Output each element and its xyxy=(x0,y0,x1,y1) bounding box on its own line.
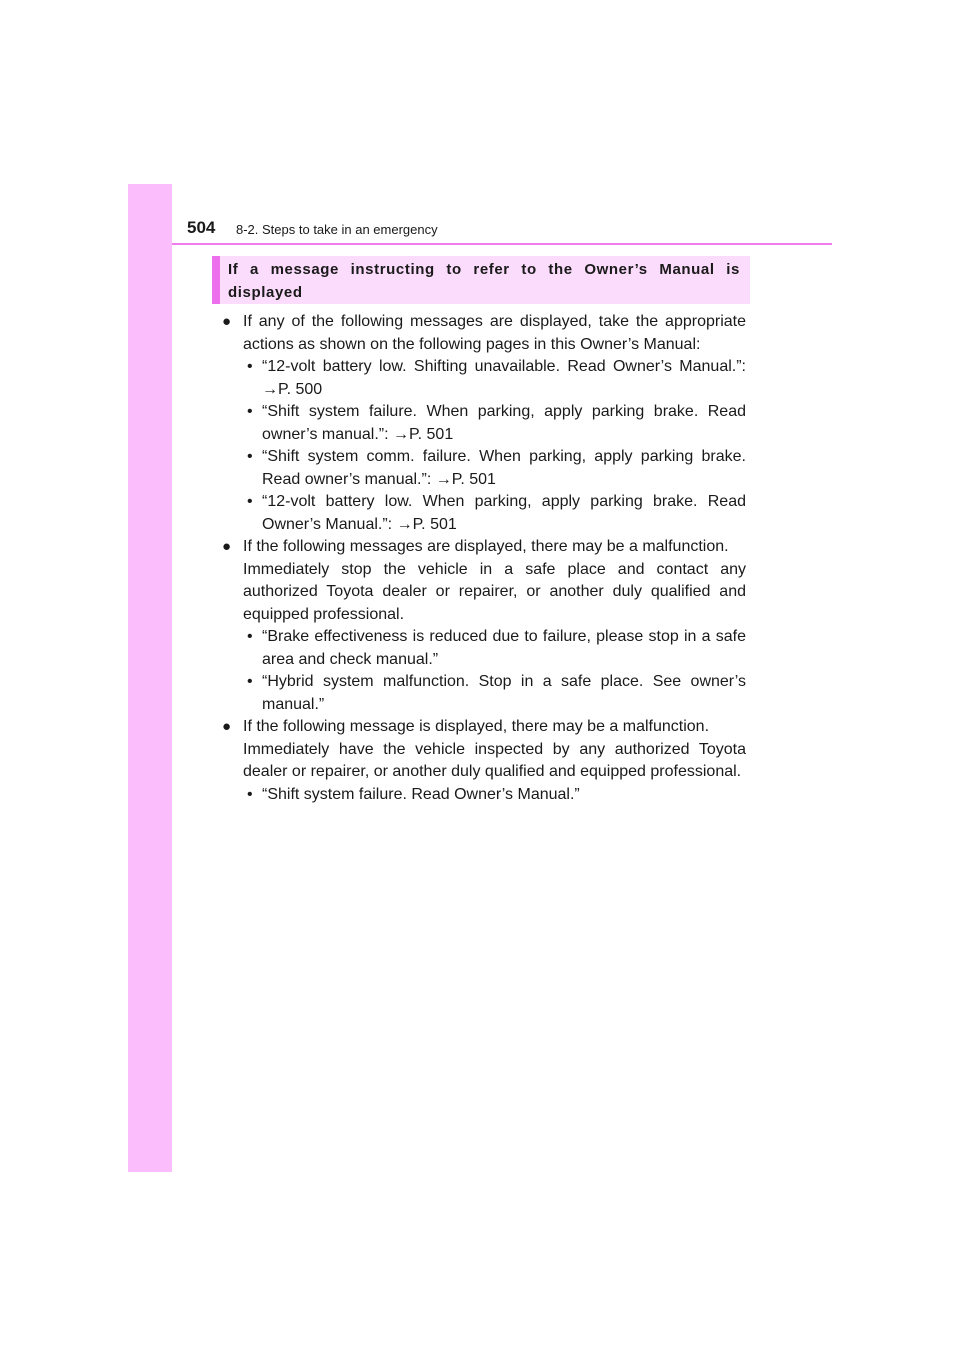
list-item xyxy=(243,671,746,716)
list-item-text: “Brake effectiveness is reduced due to failure, please stop in a safe area and check manual.” xyxy=(262,628,746,668)
sub-bullet-icon: • xyxy=(247,358,253,375)
sub-bullet-icon: • xyxy=(247,403,253,420)
list-item xyxy=(243,784,746,807)
bullet-block-1 xyxy=(222,311,746,536)
list-item-text: “12-volt battery low. When parking, apply parking brake. Read Owner’s Manual.”: →P. 501 xyxy=(262,493,746,533)
sub-bullet-icon: • xyxy=(247,628,253,645)
bullet-icon: ● xyxy=(222,313,232,330)
bullet-block-2 xyxy=(222,536,746,716)
paragraph: Immediately have the vehicle inspected by any authorized Toyota dealer or repairer, or another duly qualified and equipped professional. xyxy=(243,740,746,780)
list-item xyxy=(243,626,746,671)
heading-text: If a message instructing to refer to the Owner’s Manual is displayed xyxy=(228,261,740,301)
list-item-text: “12-volt battery low. Shifting unavailable. Read Owner’s Manual.”: →P. 500 xyxy=(262,358,746,398)
sub-bullet-icon: • xyxy=(247,493,253,510)
bullet-icon: ● xyxy=(222,718,232,735)
paragraph: Immediately stop the vehicle in a safe place and contact any authorized Toyota dealer or repairer, or another duly qualified and equipped professional. xyxy=(243,560,746,623)
section-title: 8-2. Steps to take in an emergency xyxy=(236,222,438,237)
list-item xyxy=(243,446,746,491)
bullet-block-3 xyxy=(222,716,746,806)
side-thumb-tab xyxy=(128,184,172,1172)
page-number: 504 xyxy=(187,218,216,237)
list-item xyxy=(243,356,746,401)
sub-bullet-icon: • xyxy=(247,785,253,803)
paragraph: If the following messages are displayed, there may be a malfunction. xyxy=(243,538,729,555)
sub-bullet-icon: • xyxy=(247,448,253,465)
list-item-text: “Hybrid system malfunction. Stop in a safe place. See owner’s manual.” xyxy=(262,673,746,713)
list-item-text: “Shift system comm. failure. When parking, apply parking brake. Read owner’s manual.”: →P. 501 xyxy=(262,448,746,488)
list-item-text: “Shift system failure. Read Owner’s Manual.” xyxy=(262,785,580,803)
list-item xyxy=(243,491,746,536)
heading-box xyxy=(212,256,750,304)
sub-bullet-icon: • xyxy=(247,673,253,690)
list-item-text: “Shift system failure. When parking, apply parking brake. Read owner’s manual.”: →P. 501 xyxy=(262,403,746,443)
content xyxy=(222,311,746,806)
paragraph: If the following message is displayed, there may be a malfunction. xyxy=(243,718,710,735)
header-rule xyxy=(172,243,832,245)
list-item xyxy=(243,401,746,446)
paragraph: If any of the following messages are displayed, take the appropriate actions as shown on the following pages in this Owner’s Manual: xyxy=(243,313,746,353)
bullet-icon: ● xyxy=(222,538,232,555)
